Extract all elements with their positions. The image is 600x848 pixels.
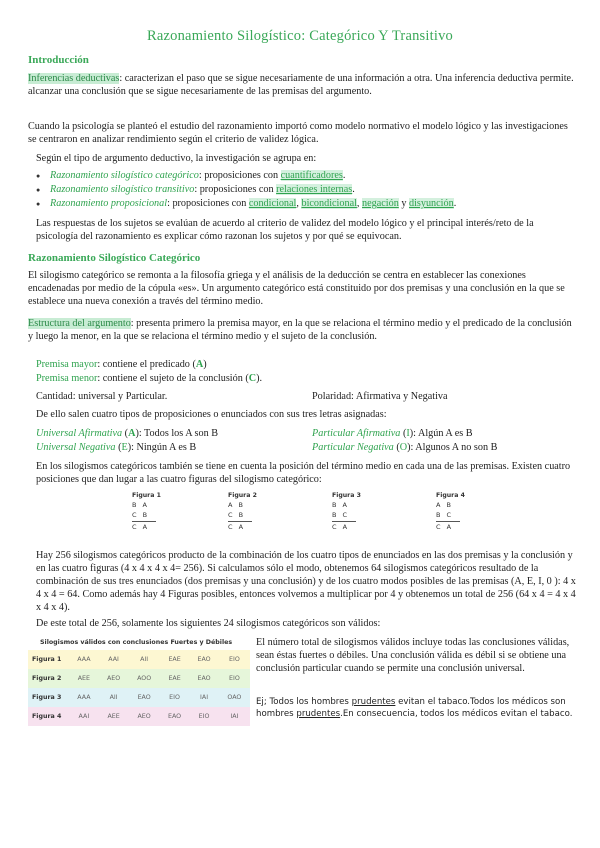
keyword-cuantificadores: cuantificadores: [280, 170, 343, 181]
bullet-end: .: [342, 170, 346, 181]
figura-title: Figura 4: [436, 492, 465, 499]
cell: EAE: [168, 656, 181, 663]
cell: EAO: [168, 713, 182, 720]
cell: AEO: [137, 713, 151, 720]
premisa-mayor-label: Premisa mayor: [36, 359, 98, 370]
figura-line: A B: [228, 501, 245, 509]
separator: ,: [356, 198, 363, 209]
separator: ,: [296, 198, 302, 209]
cell: AII: [140, 656, 149, 663]
bullet-term: Razonamiento silogístico categórico: [50, 170, 199, 181]
figura-line: C A: [132, 523, 150, 531]
figura-divider: [332, 521, 356, 522]
figura-3: [332, 492, 384, 540]
bullet-text: : proposiciones con: [198, 170, 281, 181]
figura-line: A B: [436, 501, 453, 509]
figura-4: [436, 492, 488, 540]
tipo-open: (: [115, 442, 122, 453]
row-label: Figura 3: [32, 694, 62, 701]
tipo-text: ): Algunos A no son B: [407, 442, 498, 453]
row-label: Figura 2: [32, 675, 62, 682]
closing-paragraph: Las respuestas de los sujetos se evalúan de acuerdo al criterio de validez del modelo lógico y el principal interés/reto de la psicología del razonamiento es explicar cómo razonan los sujetos y por qué se equivocan.: [36, 218, 534, 242]
heading-introduccion: Introducción: [28, 54, 89, 66]
cell: AII: [109, 694, 118, 701]
cell: AEE: [77, 675, 90, 682]
cell: IAI: [200, 694, 209, 701]
premisa-mayor: [36, 358, 584, 371]
bullet-proposicional: [50, 197, 570, 210]
table-row: [28, 688, 250, 707]
tipo-letter: A: [128, 428, 136, 439]
tipo-particular-negativa: [312, 441, 497, 454]
example-paragraph: [256, 696, 578, 720]
cell: EAO: [197, 675, 211, 682]
bullet-end: .: [453, 198, 457, 209]
page-title: Razonamiento Silogístico: Categórico Y Transitivo: [147, 28, 453, 44]
tipo-text: ): Todos los A son B: [135, 428, 219, 439]
cell: EIO: [229, 656, 240, 663]
premisa-menor: [36, 372, 584, 385]
figura-2: [228, 492, 280, 540]
letter-a: A: [195, 359, 204, 370]
bullet-end: .: [352, 184, 355, 195]
cell: EAO: [137, 694, 151, 701]
tipo-universal-negativa: [36, 441, 196, 454]
group-intro: Según el tipo de argumento deductivo, la investigación se agrupa en:: [36, 153, 317, 164]
figura-title: Figura 1: [132, 492, 161, 499]
tipo-name: Universal Negativa: [36, 442, 116, 453]
table-caption: Silogismos válidos con conclusiones Fuertes y Débiles: [40, 639, 233, 646]
row-label: Figura 4: [32, 713, 62, 720]
row-label: Figura 1: [32, 656, 62, 663]
categorico-paragraph: El silogismo categórico se remonta a la filosofía griega y el análisis de la deducción se centra en establecer las conexiones encadenadas por medio de la cópula «es». Un argumento categórico está constituido por dos premisas y una conclusión en la que se establece una nueva conexión a través del término medio.: [28, 270, 565, 307]
cell: AAA: [77, 694, 91, 701]
premisa-mayor-end: ): [203, 359, 207, 370]
premisa-menor-label: Premisa menor: [36, 373, 98, 384]
table-row: [28, 650, 250, 669]
premisa-menor-end: ).: [256, 373, 263, 384]
silogismos-table: [28, 650, 250, 726]
figura-line: C B: [132, 511, 150, 519]
heading-categorico: Razonamiento Silogístico Categórico: [28, 252, 201, 264]
example-text: .En consecuencia, todos los médicos evitan el tabaco.: [340, 709, 573, 719]
structure-term: Estructura del argumento: [28, 318, 131, 329]
tipo-letter: O: [399, 442, 408, 453]
separator: y: [398, 198, 409, 209]
tipo-name: Particular Negativa: [312, 442, 394, 453]
tipos-intro: De ello salen cuatro tipos de proposiciones o enunciados con sus tres letras asignadas:: [36, 409, 387, 420]
figura-line: C B: [228, 511, 246, 519]
figura-divider: [132, 521, 156, 522]
tipo-universal-afirmativa: [36, 427, 218, 440]
structure-paragraph: [28, 317, 576, 343]
table-row: [28, 707, 250, 726]
example-text: Ej; Todos los hombres: [256, 697, 352, 707]
cell: IAI: [230, 713, 239, 720]
bullet-term: Razonamiento proposicional: [50, 198, 168, 209]
tipo-letter: I: [406, 428, 410, 439]
deductive-inference-paragraph: [28, 72, 576, 98]
keyword-disyuncion: disyunción: [408, 198, 454, 209]
cell: EIO: [229, 675, 240, 682]
example-underlined: prudentes: [351, 697, 396, 707]
figura-title: Figura 2: [228, 492, 257, 499]
example-underlined: prudentes: [296, 709, 341, 719]
keyword-condicional: condicional: [248, 198, 297, 209]
tipo-name: Universal Afirmativa: [36, 428, 123, 439]
cell: EAE: [168, 675, 181, 682]
keyword-relaciones-internas: relaciones internas: [276, 184, 353, 195]
figuras-intro: En los silogismos categóricos también se tiene en cuenta la posición del término medio en cada una de las premisas. Existen cuatro posiciones que dan lugar a las cuatro figuras del silogismo categórico:: [36, 461, 571, 485]
bullet-categorico: [50, 169, 570, 182]
tipo-letter: E: [121, 442, 128, 453]
cell: EIO: [169, 694, 180, 701]
cell: AEO: [106, 675, 121, 682]
cell: AOO: [137, 675, 152, 682]
keyword-bicondicional: bicondicional: [301, 198, 357, 209]
letter-c: C: [248, 373, 257, 384]
figura-line: C A: [436, 523, 454, 531]
validos-explanation: El número total de silogismos válidos incluye todas las conclusiones válidas, sean éstas fuertes o débiles. Una conclusión válida es débil si se obtiene una conclusión particular cuando se permite una conclusión universal.: [256, 637, 570, 674]
calc-paragraph: Hay 256 silogismos categóricos producto de la combinación de los cuatro tipos de enunciados en las dos premisas y la conclusión y en las cuatro figuras (4 x 4 x 4 x 4= 256). Si calculamos sólo el modo, obtenemos 64 silogismos categóricos resultado de la combinación de sus tres enunciados (dos premisas y una conclusión) y de los cuatro modos posibles de las premisas (A, E, I, 0 ): 4 x 4 x 4 = 64. Como además hay 4 Figuras posibles, entonces volvemos a multiplicar por 4 y obtenemos un total de 256 (64 x 4 = 4 x 4 x 4 x 4).: [36, 550, 576, 613]
bullet-text: : proposiciones con: [167, 198, 249, 209]
figura-title: Figura 3: [332, 492, 361, 499]
tipo-open: (: [400, 428, 407, 439]
figura-line: C A: [332, 523, 350, 531]
psychology-paragraph: Cuando la psicología se planteó el estudio del razonamiento importó como modelo normativo el modelo lógico y las investigaciones se centraron en analizar rendimiento según el criterio de validez lógica.: [28, 121, 568, 145]
validos-text: De este total de 256, solamente los siguientes 24 silogismos categóricos son válidos:: [36, 618, 381, 629]
cell: EAO: [197, 656, 211, 663]
tipo-text: ): Ningún A es B: [127, 442, 197, 453]
figura-line: B C: [332, 511, 350, 519]
tipo-open: (: [393, 442, 400, 453]
figura-line: C A: [228, 523, 246, 531]
cell: AEE: [107, 713, 120, 720]
bullet-transitivo: [50, 183, 570, 196]
figura-divider: [436, 521, 460, 522]
keyword-negacion: negación: [362, 198, 399, 209]
cell: EIO: [198, 713, 210, 720]
cell: OAO: [227, 694, 242, 701]
cantidad-text: Cantidad: universal y Particular.: [36, 391, 168, 402]
tipo-particular-afirmativa: [312, 427, 473, 440]
premisa-mayor-text: : contiene el predicado (: [97, 359, 196, 370]
figura-line: B A: [332, 501, 349, 509]
premisa-menor-text: : contiene el sujeto de la conclusión (: [97, 373, 249, 384]
cell: AAI: [78, 713, 90, 720]
tipo-open: (: [122, 428, 129, 439]
tipo-text: ): Algún A es B: [409, 428, 473, 439]
figura-divider: [228, 521, 252, 522]
cell: AAI: [108, 656, 119, 663]
bullet-text: : proposiciones con: [194, 184, 277, 195]
polaridad-text: Polaridad: Afirmativa y Negativa: [312, 391, 448, 402]
deductive-inference-term: Inferencias deductivas: [28, 73, 120, 84]
example-text: evitan el tabaco.Todos los médicos son hombres: [256, 697, 566, 719]
deductive-inference-text: : caracterizan el paso que se sigue necesariamente de una información a otra. Una inferencia deductiva permite. alcanzar una conclusión que se sigue necesariamente de las premisas del argumento.: [28, 73, 574, 97]
bullet-term: Razonamiento silogístico transitivo: [50, 184, 195, 195]
figura-line: B C: [436, 511, 454, 519]
cell: AAA: [77, 656, 91, 663]
tipo-name: Particular Afirmativa: [312, 428, 401, 439]
table-row: [28, 669, 250, 688]
structure-text: : presenta primero la premisa mayor, en la que se relaciona el término medio y el predicado de la conclusión y luego la menor, en la que se relaciona el término medio y el sujeto de la conclusión.: [28, 318, 572, 342]
figura-1: [132, 492, 184, 540]
figura-line: B A: [132, 501, 149, 509]
